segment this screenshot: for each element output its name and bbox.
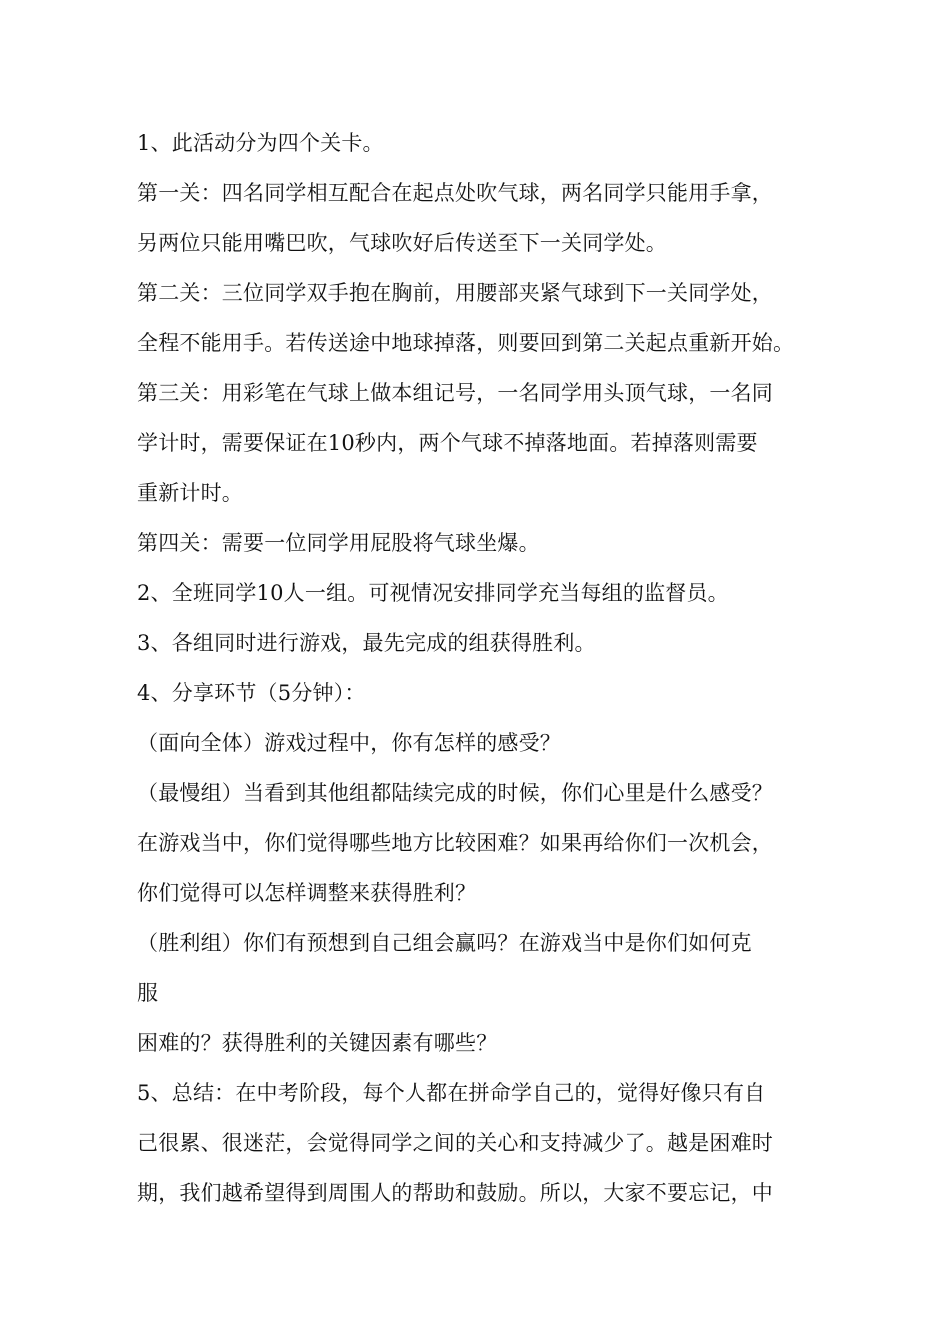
text-line: 在游戏当中，你们觉得哪些地方比较困难？如果再给你们一次机会，	[137, 831, 773, 855]
text-line: 5、总结：在中考阶段，每个人都在拼命学自己的，觉得好像只有自	[137, 1081, 766, 1105]
text-line: 服	[137, 981, 159, 1005]
text-line: 全程不能用手。若传送途中地球掉落，则要回到第二关起点重新开始。	[137, 331, 795, 355]
text-line: 重新计时。	[137, 481, 243, 505]
text-line: 3、各组同时进行游戏，最先完成的组获得胜利。	[137, 631, 596, 655]
text-line: 你们觉得可以怎样调整来获得胜利？	[137, 881, 477, 905]
text-line: 己很累、很迷茫，会觉得同学之间的关心和支持减少了。越是困难时	[137, 1131, 773, 1155]
text-line: 第四关：需要一位同学用屁股将气球坐爆。	[137, 531, 540, 555]
text-line: 第一关：四名同学相互配合在起点处吹气球，两名同学只能用手拿，	[137, 181, 773, 205]
text-line: （胜利组）你们有预想到自己组会赢吗？在游戏当中是你们如何克	[137, 931, 752, 955]
text-line: 4、分享环节（5分钟）：	[137, 681, 366, 705]
text-line: 困难的？获得胜利的关键因素有哪些？	[137, 1031, 498, 1055]
text-line: 另两位只能用嘴巴吹，气球吹好后传送至下一关同学处。	[137, 231, 667, 255]
text-line: 学计时，需要保证在10秒内，两个气球不掉落地面。若掉落则需要	[137, 431, 758, 455]
text-line: （最慢组）当看到其他组都陆续完成的时候，你们心里是什么感受？	[137, 781, 773, 805]
text-line: 1、此活动分为四个关卡。	[137, 131, 384, 155]
text-line: （面向全体）游戏过程中，你有怎样的感受？	[137, 731, 561, 755]
text-line: 第三关：用彩笔在气球上做本组记号，一名同学用头顶气球，一名同	[137, 381, 773, 405]
text-line: 第二关：三位同学双手抱在胸前，用腰部夹紧气球到下一关同学处，	[137, 281, 773, 305]
text-line: 2、全班同学10人一组。可视情况安排同学充当每组的监督员。	[137, 581, 729, 605]
text-line: 期，我们越希望得到周围人的帮助和鼓励。所以，大家不要忘记，中	[137, 1181, 773, 1205]
